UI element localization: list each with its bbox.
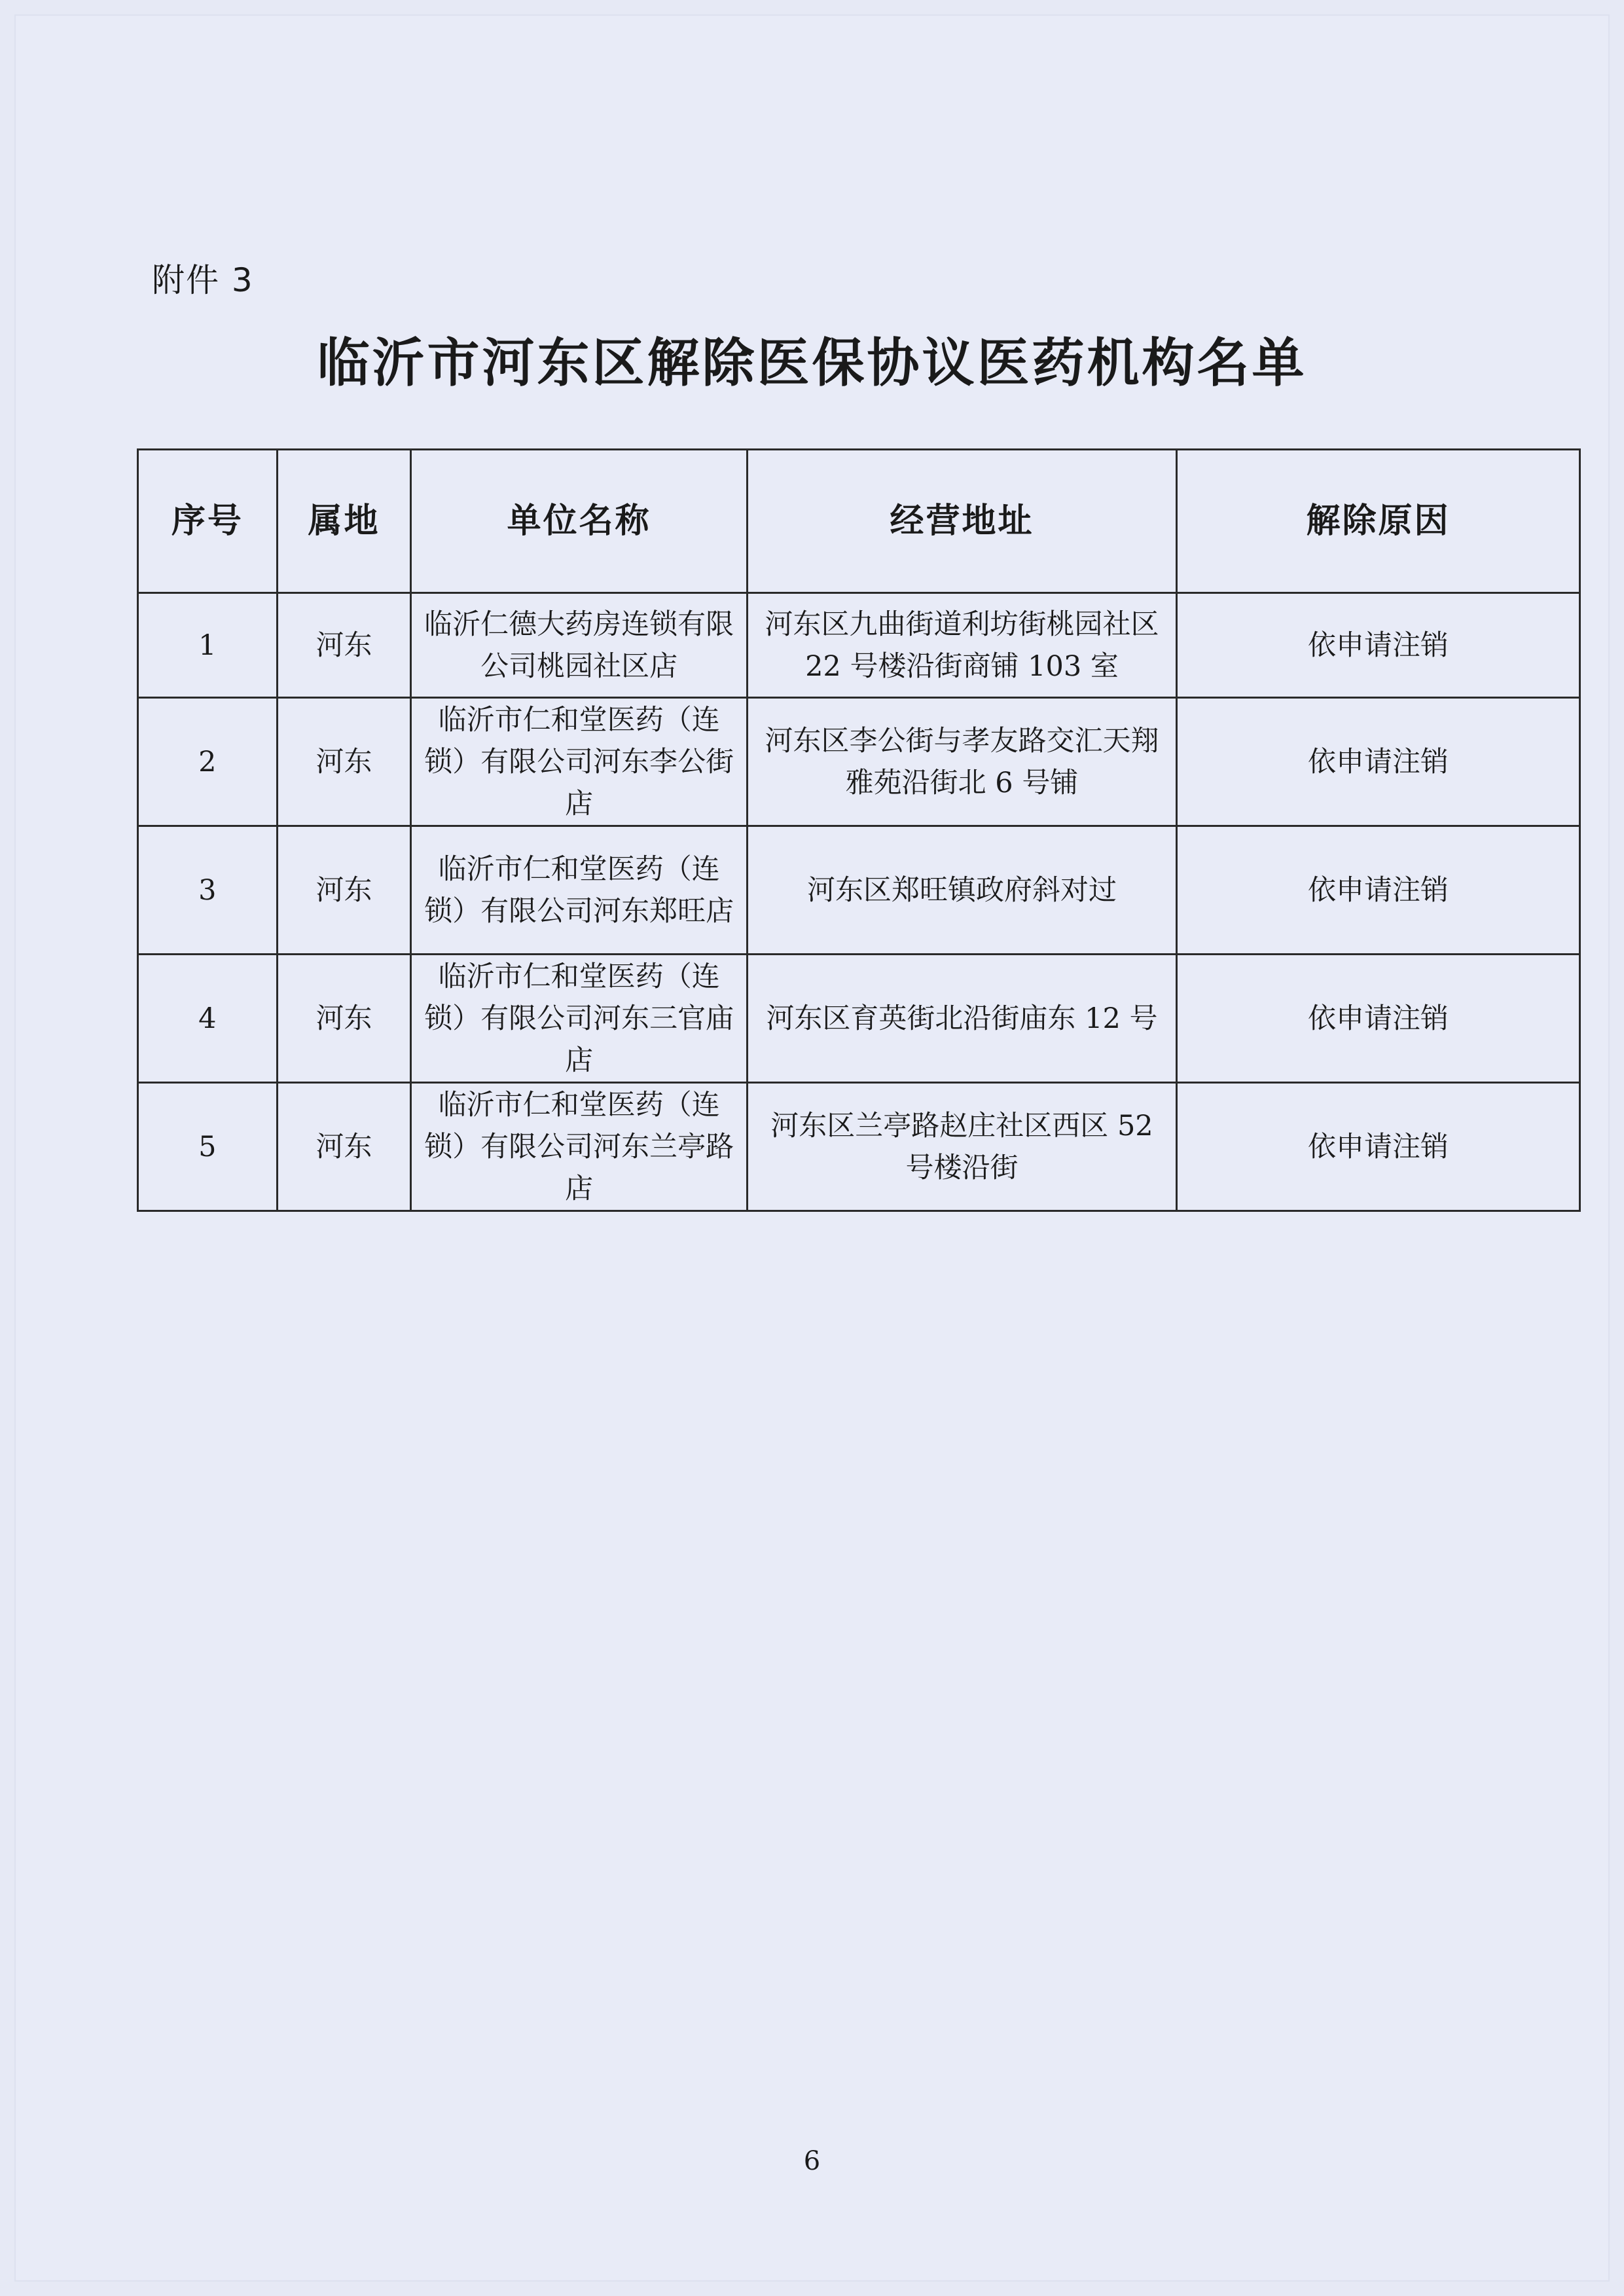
cell-address: 河东区育英街北沿街庙东 12 号: [747, 955, 1176, 1083]
table-row: [138, 593, 1580, 698]
page-number: 6: [803, 2146, 821, 2176]
header-name: 单位名称: [411, 450, 748, 593]
attachment-label: 附件 3: [152, 261, 254, 299]
cell-name: 临沂市仁和堂医药（连锁）有限公司河东郑旺店: [411, 826, 748, 955]
cell-area: 河东: [277, 826, 411, 955]
cell-address: 河东区郑旺镇政府斜对过: [747, 826, 1176, 955]
cell-name: 临沂市仁和堂医药（连锁）有限公司河东李公街店: [411, 698, 748, 826]
table-row: [138, 698, 1580, 826]
table-row: [138, 1083, 1580, 1211]
cell-reason: 依申请注销: [1177, 1083, 1580, 1211]
header-reason: 解除原因: [1177, 450, 1580, 593]
page-title: 临沂市河东区解除医保协议医药机构名单: [317, 333, 1307, 393]
cell-no: 4: [138, 955, 278, 1083]
cell-address: 河东区九曲街道利坊街桃园社区 22 号楼沿街商铺 103 室: [747, 593, 1176, 698]
cell-area: 河东: [277, 1083, 411, 1211]
cell-reason: 依申请注销: [1177, 593, 1580, 698]
cell-no: 3: [138, 826, 278, 955]
institution-table: [137, 448, 1581, 1212]
cell-address: 河东区李公街与孝友路交汇天翔雅苑沿街北 6 号铺: [747, 698, 1176, 826]
cell-reason: 依申请注销: [1177, 698, 1580, 826]
cell-no: 1: [138, 593, 278, 698]
cell-no: 5: [138, 1083, 278, 1211]
cell-address: 河东区兰亭路赵庄社区西区 52 号楼沿街: [747, 1083, 1176, 1211]
cell-area: 河东: [277, 593, 411, 698]
table-row: [138, 955, 1580, 1083]
cell-reason: 依申请注销: [1177, 955, 1580, 1083]
cell-name: 临沂仁德大药房连锁有限公司桃园社区店: [411, 593, 748, 698]
cell-area: 河东: [277, 955, 411, 1083]
cell-no: 2: [138, 698, 278, 826]
cell-reason: 依申请注销: [1177, 826, 1580, 955]
cell-name: 临沂市仁和堂医药（连锁）有限公司河东兰亭路店: [411, 1083, 748, 1211]
header-address: 经营地址: [747, 450, 1176, 593]
table-row: [138, 826, 1580, 955]
header-no: 序号: [138, 450, 278, 593]
cell-name: 临沂市仁和堂医药（连锁）有限公司河东三官庙店: [411, 955, 748, 1083]
header-area: 属地: [277, 450, 411, 593]
table-header-row: [138, 450, 1580, 593]
cell-area: 河东: [277, 698, 411, 826]
